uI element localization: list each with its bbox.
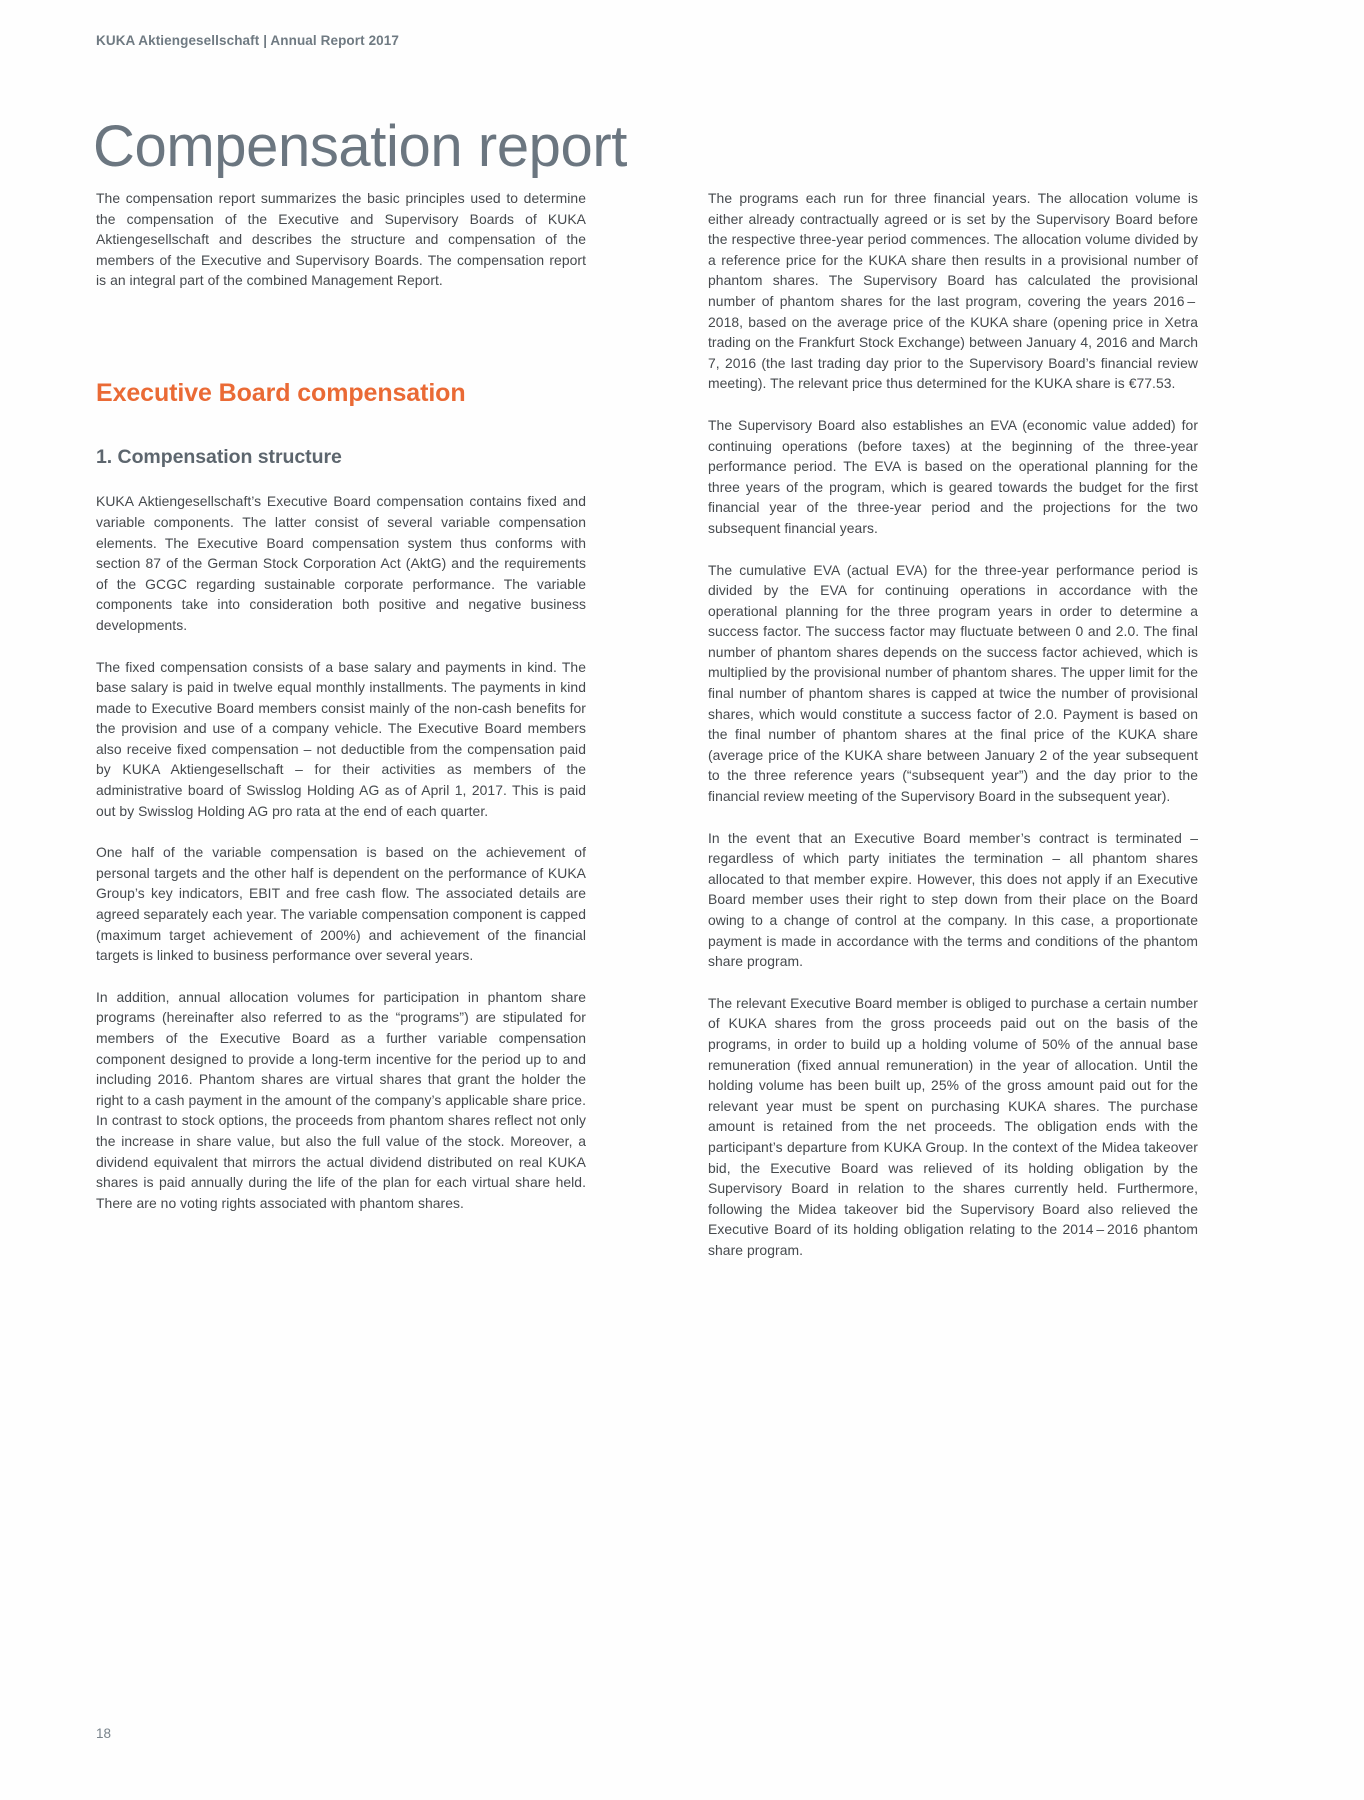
two-column-body <box>96 188 1271 1261</box>
page-number: 18 <box>96 1726 112 1741</box>
right-paragraph-5: The relevant Executive Board member is obliged to purchase a certain number of KUKA shares from the gross proceeds paid out on the basis of the programs, in order to build up a holding volume of 50% of the annual base remuneration (fixed annual remuneration) in the year of allocation. Until the holding volume has been built up, 25% of the gross amount paid out for the relevant year must be spent on purchasing KUKA shares. The purchase amount is retained from the net proceeds. The obligation ends with the participant’s departure from KUKA Group. In the context of the Midea takeover bid, the Executive Board was relieved of its holding obligation by the Supervisory Board in relation to the shares currently held. Furthermore, following the Midea takeover bid the Supervisory Board also relieved the Executive Board of its holding obligation relating to the 2014 – 2016 phantom share program. <box>708 994 1198 1258</box>
section-heading-executive-board-compensation: Executive Board compensation <box>96 378 466 407</box>
section-spacer <box>96 312 586 352</box>
left-paragraph-3: One half of the variable compensation is based on the achievement of personal targets and the other half is dependent on the performance of KUKA Group’s key indicators, EBIT and free cash flow. The associated details are agreed separately each year. The variable compensation component is capped (maximum target achievement of 200%) and achievement of the financial targets is linked to business performance over several years. <box>96 844 586 964</box>
subsection-heading-compensation-structure: 1. Compensation structure <box>96 445 342 468</box>
right-paragraph-3: The cumulative EVA (actual EVA) for the three-year performance period is divided by the EVA for continuing operations in accordance with the operational planning for the three program years in order to determine a success factor. The success factor may fluctuate between 0 and 2.0. The final number of phantom shares depends on the success factor achieved, which is multiplied by the provisional number of phantom shares. The upper limit for the final number of phantom shares is capped at twice the number of provisional shares, which would constitute a success factor of 2.0. Payment is based on the final number of phantom shares at the final price of the KUKA share (average price of the KUKA share between January 2 of the year subsequent to the three reference years (“subsequent year”) and the day prior to the financial review meeting of the Supervisory Board in the subsequent year). <box>708 561 1198 805</box>
left-paragraph-1: KUKA Aktiengesellschaft’s Executive Board compensation contains fixed and variable components. The latter consist of several variable compensation elements. The Executive Board compensation system thus conforms with section 87 of the German Stock Corporation Act (AktG) and the requirements of the GCGC regarding sustainable corporate performance. The variable components take into consideration both positive and negative business developments. <box>96 493 586 633</box>
left-column <box>96 188 586 1261</box>
intro-paragraph: The compensation report summarizes the basic principles used to determine the compensation of the Executive and Supervisory Boards of KUKA Aktiengesellschaft and describes the structure and compensation of the members of the Executive and Supervisory Boards. The compensation report is an integral part of the combined Management Report. <box>96 190 586 289</box>
right-column <box>708 188 1198 1261</box>
left-paragraph-2: The fixed compensation consists of a base salary and payments in kind. The base salary is paid in twelve equal monthly installments. The payments in kind made to Executive Board members consist mainly of the non-cash benefits for the provision and use of a company vehicle. The Executive Board members also receive fixed compensation – not deductible from the compensation paid by KUKA Aktiengesellschaft – for their activities as members of the administrative board of Swisslog Holding AG as of April 1, 2017. This is paid out by Swisslog Holding AG pro rata at the end of each quarter. <box>96 658 586 819</box>
running-head: KUKA Aktiengesellschaft | Annual Report 2017 <box>96 33 399 48</box>
left-paragraph-4: In addition, annual allocation volumes for participation in phantom share programs (hereinafter also referred to as the “programs”) are stipulated for members of the Executive Board as a further variable compensation component designed to provide a long-term incentive for the period up to and including 2016. Phantom shares are virtual shares that grant the holder the right to a cash payment in the amount of the company’s applicable share price. In contrast to stock options, the proceeds from phantom shares reflect not only the increase in share value, but also the full value of the stock. Moreover, a dividend equivalent that mirrors the actual dividend distributed on real KUKA shares is paid annually during the life of the plan for each virtual share held. There are no voting rights associated with phantom shares. <box>96 988 586 1211</box>
right-paragraph-2: The Supervisory Board also establishes an EVA (economic value added) for continuing operations (before taxes) at the beginning of the three-year performance period. The EVA is based on the operational planning for the three years of the program, which is geared towards the budget for the first financial year of the three-year period and the projections for the two subsequent financial years. <box>708 416 1198 536</box>
right-paragraph-1: The programs each run for three financial years. The allocation volume is either already contractually agreed or is set by the Supervisory Board before the respective three-year period commences. The allocation volume divided by a reference price for the KUKA share then results in a provisional number of phantom shares. The Supervisory Board has calculated the provisional number of phantom shares for the last program, covering the years 2016 – 2018, based on the average price of the KUKA share (opening price in Xetra trading on the Frankfurt Stock Exchange) between January 4, 2016 and March 7, 2016 (the last trading day prior to the Supervisory Board’s financial review meeting). The relevant price thus determined for the KUKA share is €77.53. <box>708 190 1198 392</box>
page-title: Compensation report <box>93 113 628 179</box>
right-paragraph-4: In the event that an Executive Board member’s contract is terminated – regardless of which party initiates the termination – all phantom shares allocated to that member expire. However, this does not apply if an Executive Board member uses their right to step down from their place on the Board owing to a change of control at the company. In this case, a proportionate payment is made in accordance with the terms and conditions of the phantom share program. <box>708 829 1198 970</box>
